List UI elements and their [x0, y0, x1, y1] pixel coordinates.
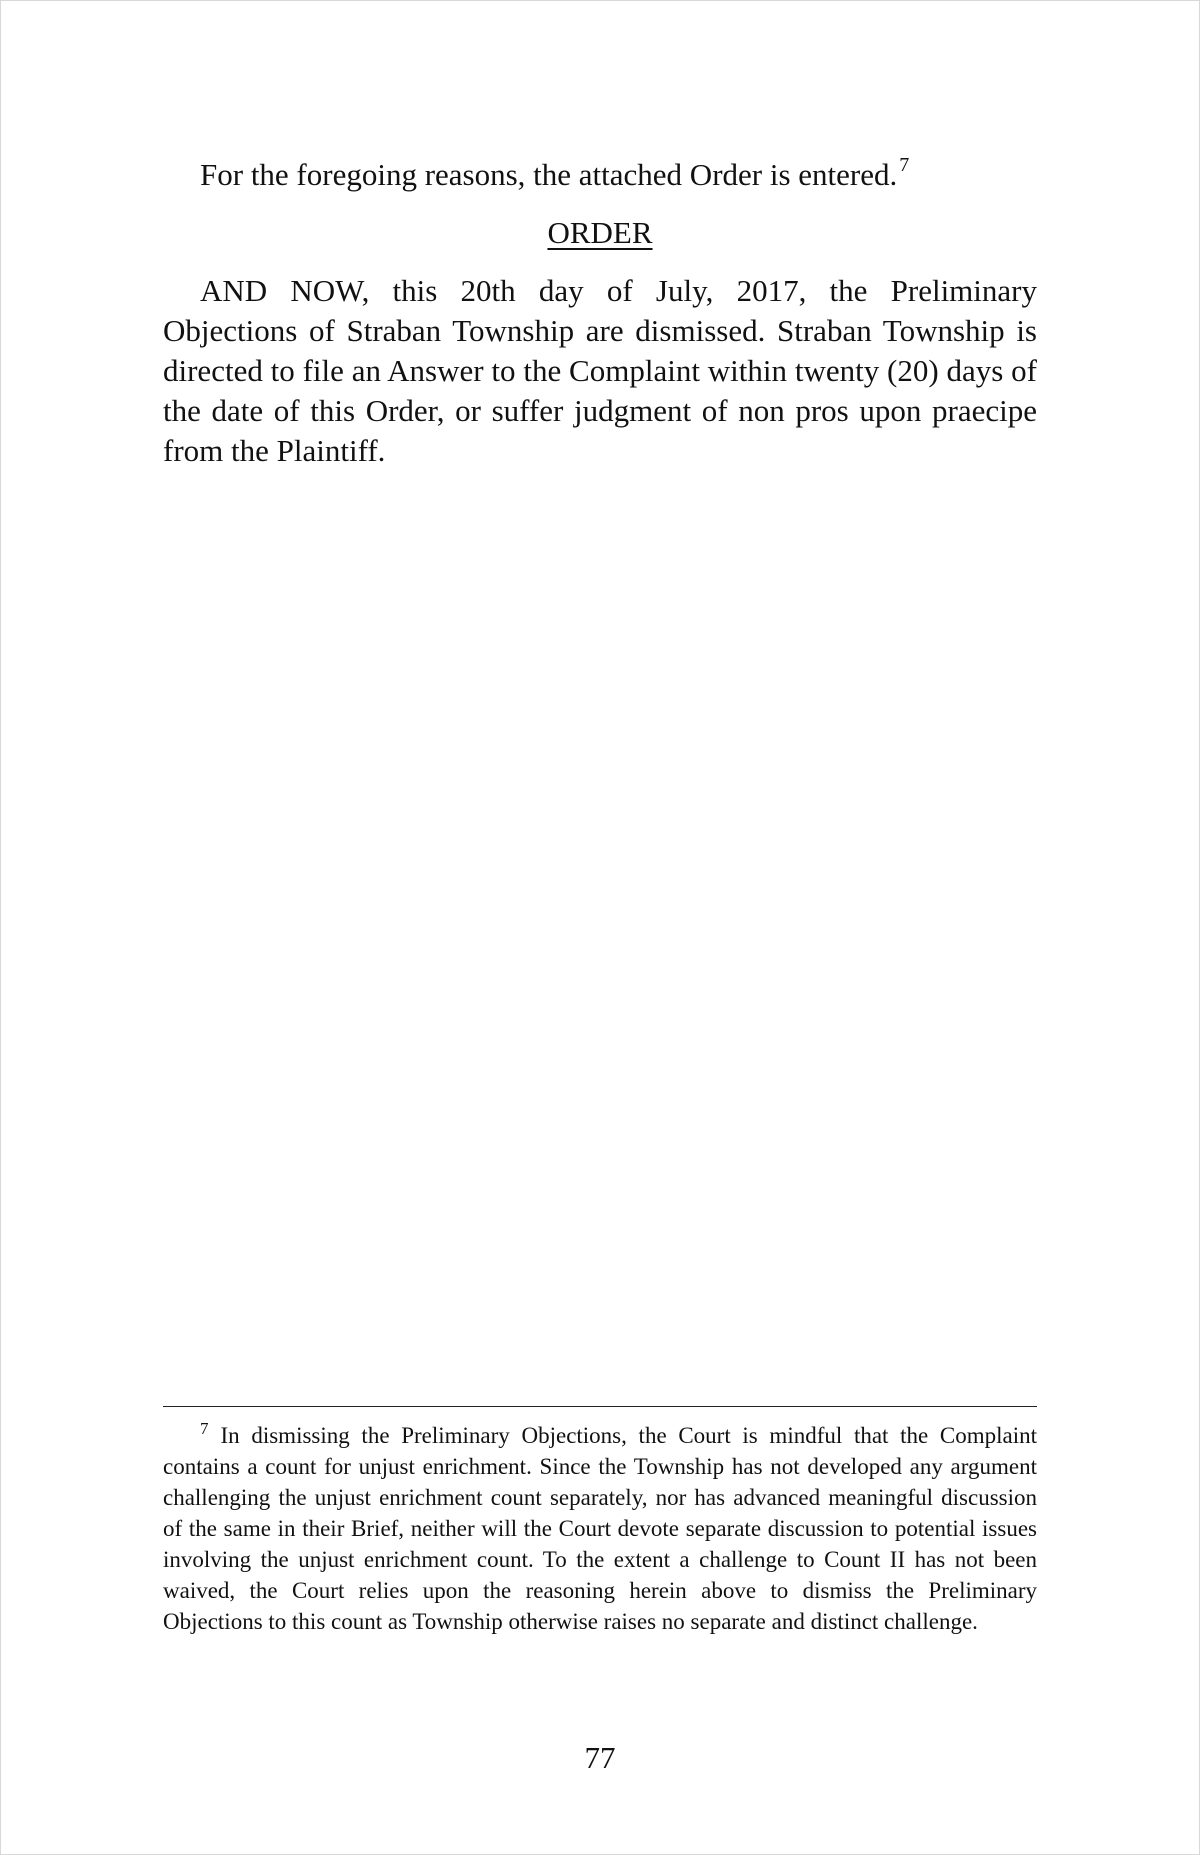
order-heading: [163, 213, 1037, 253]
lead-text: For the foregoing reasons, the attached Order is entered.: [200, 157, 898, 192]
footnote-divider: [163, 1406, 1037, 1407]
lead-paragraph: [163, 155, 1037, 195]
order-body: AND NOW, this 20th day of July, 2017, the Preliminary Objections of Straban Township are dismissed. Straban Township is directed to file an Answer to the Complaint within twenty (20) days of the date of this Order, or suffer judgment of non pros upon praecipe from the Plaintiff.: [163, 273, 1037, 468]
footnote: [163, 1420, 1037, 1637]
footnote-text: In dismissing the Preliminary Objections, the Court is mindful that the Complaint contains a count for unjust enrichment. Since the Township has not developed any argument challenging the unjust enrichment count separately, nor has advanced meaningful discussion of the same in their Brief, neither will the Court devote separate discussion to potential issues involving the unjust enrichment count. To the extent a challenge to Count II has not been waived, the Court relies upon the reasoning herein above to dismiss the Preliminary Objections to this count as Township otherwise raises no separate and distinct challenge.: [163, 1423, 1037, 1634]
footnote-reference: 7: [899, 154, 910, 176]
footnote-marker: 7: [200, 1419, 209, 1438]
page-number: 77: [584, 1740, 616, 1775]
order-heading-text: ORDER: [547, 215, 653, 250]
main-content: [163, 155, 1037, 471]
